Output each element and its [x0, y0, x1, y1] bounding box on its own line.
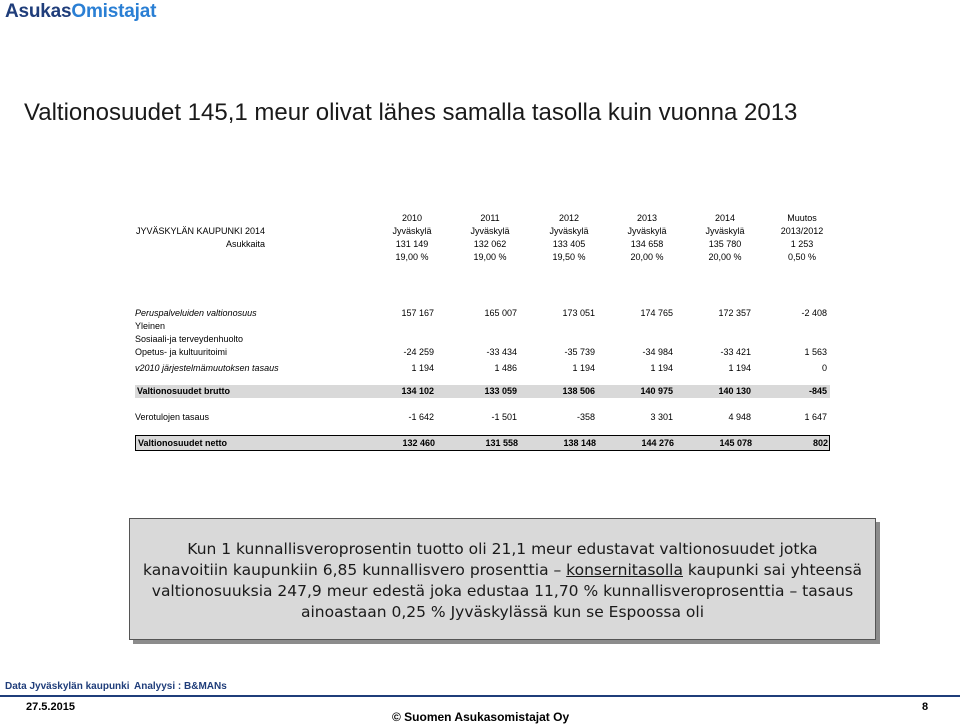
- cell-value: -2 408: [801, 308, 827, 318]
- footer-data-source: Data Jyväskylän kaupunki: [5, 681, 130, 692]
- table-row-opetus: [135, 346, 830, 359]
- cell-value: 133 059: [484, 386, 517, 396]
- cell-value: 144 276: [641, 438, 674, 448]
- brand-logo: [5, 1, 156, 23]
- residents-value: 131 149: [395, 239, 429, 249]
- tax-pct-change: 0,50 %: [787, 252, 817, 262]
- table-row-peruspalvelut: [135, 307, 830, 320]
- row-label: Opetus- ja kultuuritoimi: [135, 347, 228, 357]
- table-row-v2010: [135, 362, 830, 375]
- col-header-year: 2011: [480, 213, 500, 223]
- residents-value: 134 658: [630, 239, 664, 249]
- cell-value: 1 647: [804, 412, 827, 422]
- col-header-city: Jyväskylä: [705, 226, 745, 236]
- residents-change: 1 253: [790, 239, 814, 249]
- cell-value: 172 357: [718, 308, 751, 318]
- page-number: 8: [922, 701, 929, 713]
- footer-analysis: Analyysi : B&MANs: [134, 681, 227, 692]
- cell-value: -33 421: [720, 347, 751, 357]
- col-header-city: Jyväskylä: [627, 226, 667, 236]
- cell-value: -1 501: [491, 412, 517, 422]
- table-header-pct-row: [135, 251, 830, 264]
- cell-value: 138 506: [562, 386, 595, 396]
- residents-value: 135 780: [708, 239, 742, 249]
- row-label: Sosiaali-ja terveydenhuolto: [135, 334, 244, 344]
- summary-line-4: ainoastaan 0,25 % Jyväskylässä kun se Espoossa oli: [300, 603, 705, 621]
- row-label: Yleinen: [135, 321, 166, 331]
- row-label-city: JYVÄSKYLÄN KAUPUNKI 2014: [135, 226, 265, 236]
- summary-line-2-pre: kanavoitiin kaupunkiin 6,85 kunnallisvero prosenttia –: [142, 561, 567, 579]
- cell-value: 1 194: [572, 363, 595, 373]
- cell-value: 1 563: [804, 347, 827, 357]
- residents-value: 132 062: [473, 239, 507, 249]
- cell-value: 140 130: [718, 386, 751, 396]
- summary-text: [130, 539, 875, 623]
- cell-value: -358: [576, 412, 595, 422]
- cell-value: 131 558: [485, 438, 518, 448]
- col-header-city: Jyväskylä: [549, 226, 589, 236]
- slide-title: Valtionosuudet 145,1 meur olivat lähes samalla tasolla kuin vuonna 2013: [24, 99, 798, 126]
- col-header-year: 2012: [558, 213, 580, 223]
- brand-logo-part1: Asukas: [5, 1, 72, 22]
- row-label: Peruspalveluiden valtionosuus: [135, 308, 257, 318]
- tax-pct-value: 20,00 %: [630, 252, 664, 262]
- table-header-city-row: [135, 225, 830, 238]
- table-row-brutto: [135, 385, 830, 398]
- cell-value: -845: [808, 386, 827, 396]
- col-header-year: 2014: [714, 213, 736, 223]
- col-header-city: Jyväskylä: [470, 226, 510, 236]
- cell-value: 802: [812, 438, 828, 448]
- cell-value: 134 102: [401, 386, 434, 396]
- cell-value: -1 642: [408, 412, 434, 422]
- footer-divider: [0, 695, 960, 697]
- row-label: Verotulojen tasaus: [135, 412, 210, 422]
- cell-value: 140 975: [640, 386, 673, 396]
- cell-value: 1 486: [494, 363, 517, 373]
- col-header-year: 2013: [636, 213, 658, 223]
- cell-value: 173 051: [562, 308, 595, 318]
- col-header-year: 2010: [401, 213, 423, 223]
- col-header-muutos: Muutos: [787, 213, 817, 223]
- row-label: Valtionosuudet brutto: [137, 386, 230, 396]
- cell-value: 0: [821, 363, 827, 373]
- table-header-residents-row: [135, 238, 830, 251]
- cell-value: 4 948: [728, 412, 751, 422]
- summary-line-2-post: kaupunki sai yhteensä: [683, 561, 862, 579]
- row-label: v2010 järjestelmämuutoksen tasaus: [135, 363, 279, 373]
- cell-value: 1 194: [728, 363, 751, 373]
- summary-line-3: valtionosuuksia 247,9 meur edestä joka edustaa 11,70 % kunnallisveroprosenttia – tasaus: [151, 582, 854, 600]
- table-row-sosiaali: [135, 333, 830, 346]
- cell-value: 174 765: [640, 308, 673, 318]
- cell-value: 157 167: [401, 308, 434, 318]
- footer-date: 27.5.2015: [26, 701, 75, 713]
- cell-value: 1 194: [411, 363, 434, 373]
- cell-value: -33 434: [486, 347, 517, 357]
- footer-copyright: © Suomen Asukasomistajat Oy: [392, 710, 570, 724]
- cell-value: 1 194: [650, 363, 673, 373]
- cell-value: 165 007: [484, 308, 517, 318]
- summary-line-2-underlined: konsernitasolla: [566, 561, 683, 579]
- cell-value: 132 460: [402, 438, 435, 448]
- row-label-residents: Asukkaita: [225, 239, 265, 249]
- residents-value: 133 405: [552, 239, 586, 249]
- cell-value: -34 984: [642, 347, 673, 357]
- cell-value: -24 259: [403, 347, 434, 357]
- table-row-verotulot: [135, 411, 830, 424]
- tax-pct-value: 20,00 %: [708, 252, 742, 262]
- cell-value: 145 078: [719, 438, 752, 448]
- tax-pct-value: 19,00 %: [473, 252, 507, 262]
- col-header-period: 2013/2012: [780, 226, 824, 236]
- cell-value: 138 148: [563, 438, 596, 448]
- table-row-yleinen: [135, 320, 830, 333]
- table-header-year-row: [135, 212, 830, 225]
- brand-logo-part2: Omistajat: [71, 1, 157, 22]
- summary-textbox: [129, 518, 876, 640]
- cell-value: 3 301: [650, 412, 673, 422]
- table-row-netto: [135, 435, 830, 451]
- summary-line-1: Kun 1 kunnallisveroprosentin tuotto oli 21,1 meur edustavat valtionosuudet jotka: [187, 540, 818, 558]
- valtionosuus-table: [135, 212, 830, 451]
- tax-pct-value: 19,00 %: [395, 252, 429, 262]
- row-label: Valtionosuudet netto: [138, 438, 227, 448]
- col-header-city: Jyväskylä: [392, 226, 432, 236]
- tax-pct-value: 19,50 %: [552, 252, 586, 262]
- cell-value: -35 739: [564, 347, 595, 357]
